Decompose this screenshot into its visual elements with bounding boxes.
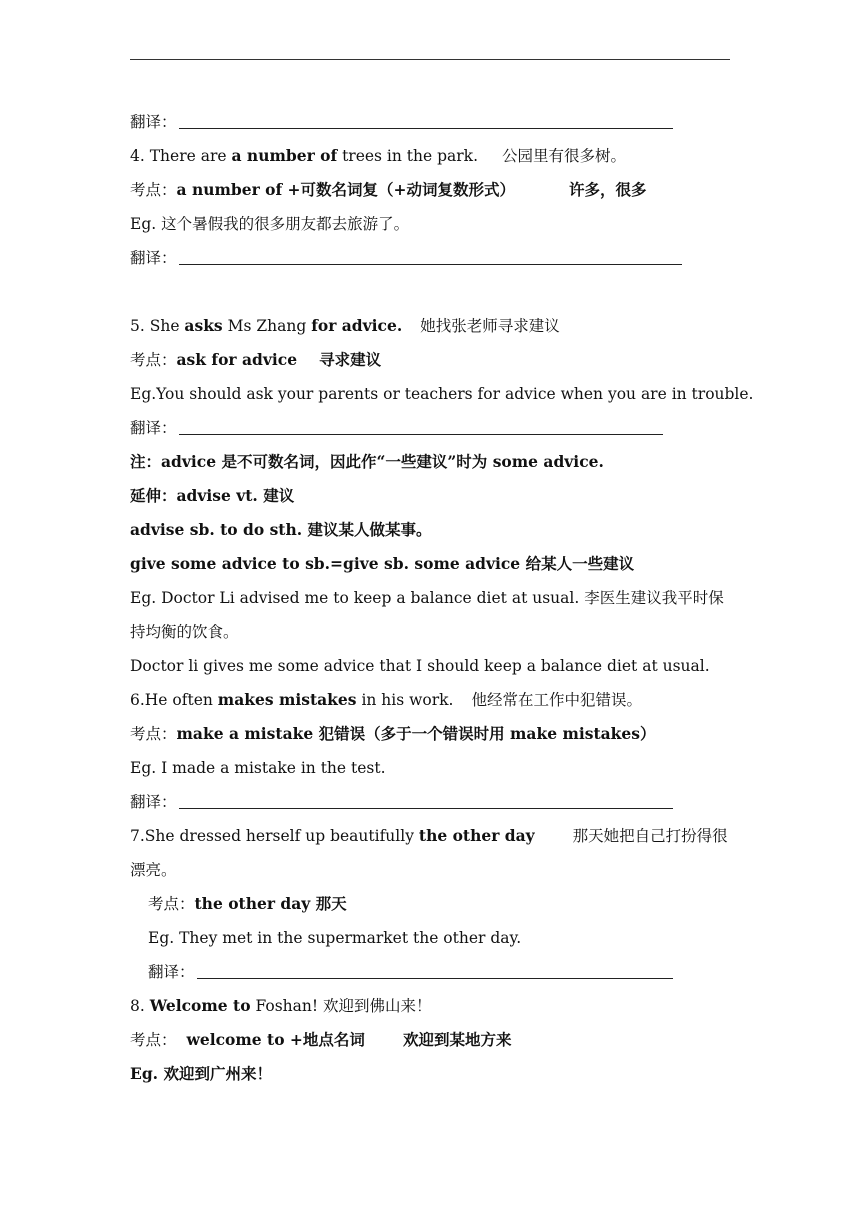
keypoint-7: 考点：the other day 那天 [148, 894, 347, 913]
answer-blank[interactable] [179, 416, 663, 435]
eg-7: Eg. They met in the supermarket the other day. [148, 929, 522, 947]
eg-6: Eg. I made a mistake in the test. [130, 759, 386, 777]
example-5: 5. She asks Ms Zhang for advice. 她找张老师寻求建议 [130, 316, 560, 335]
example-4: 4. There are a number of trees in the park. 公园里有很多树。 [130, 146, 627, 165]
advise-usage: advise sb. to do sth. 建议某人做某事。 [130, 520, 432, 539]
keypoint-5: 考点：ask for advice 寻求建议 [130, 350, 382, 369]
answer-blank[interactable] [179, 790, 673, 809]
answer-blank[interactable] [179, 246, 682, 265]
example-6: 6.He often makes mistakes in his work. 他经常在工作中犯错误。 [130, 690, 642, 709]
header-rule [130, 59, 730, 60]
eg-5: Eg.You should ask your parents or teachers for advice when you are in trouble. [130, 385, 754, 403]
translation-line-4: 翻译： [130, 241, 735, 275]
example-8: 8. Welcome to Foshan! 欢迎到佛山来！ [130, 996, 432, 1015]
eg-advice-2: Doctor li gives me some advice that I should keep a balance diet at usual. [130, 657, 710, 675]
translation-line-3: 翻译： [130, 105, 735, 139]
document-body [130, 105, 754, 1091]
eg-advise: Eg. Doctor Li advised me to keep a balance diet at usual. 李医生建议我平时保持均衡的饮食。 [130, 589, 724, 641]
eg-8: Eg. 欢迎到广州来！ [130, 1064, 272, 1083]
keypoint-6: 考点：make a mistake 犯错误（多于一个错误时用 make mistakes） [130, 724, 656, 743]
note-advice: 注：advice 是不可数名词，因此作“一些建议”时为 some advice. [130, 452, 604, 471]
keypoint-8: 考点： welcome to +地点名词 欢迎到某地方来 [130, 1030, 512, 1049]
keypoint-4: 考点：a number of +可数名词复（+动词复数形式） 许多，很多 [130, 180, 647, 199]
give-advice-usage: give some advice to sb.=give sb. some advice 给某人一些建议 [130, 554, 635, 573]
translation-line-5: 翻译： [130, 411, 735, 445]
translation-line-7: 翻译： [130, 955, 735, 989]
extension-advise: 延伸：advise vt. 建议 [130, 486, 295, 505]
answer-blank[interactable] [179, 110, 673, 129]
eg-4: Eg. 这个暑假我的很多朋友都去旅游了。 [130, 215, 410, 233]
answer-blank[interactable] [197, 960, 673, 979]
example-7: 7.She dressed herself up beautifully the other day 那天她把自己打扮得很漂亮。 [130, 826, 728, 879]
translation-line-6: 翻译： [130, 785, 735, 819]
